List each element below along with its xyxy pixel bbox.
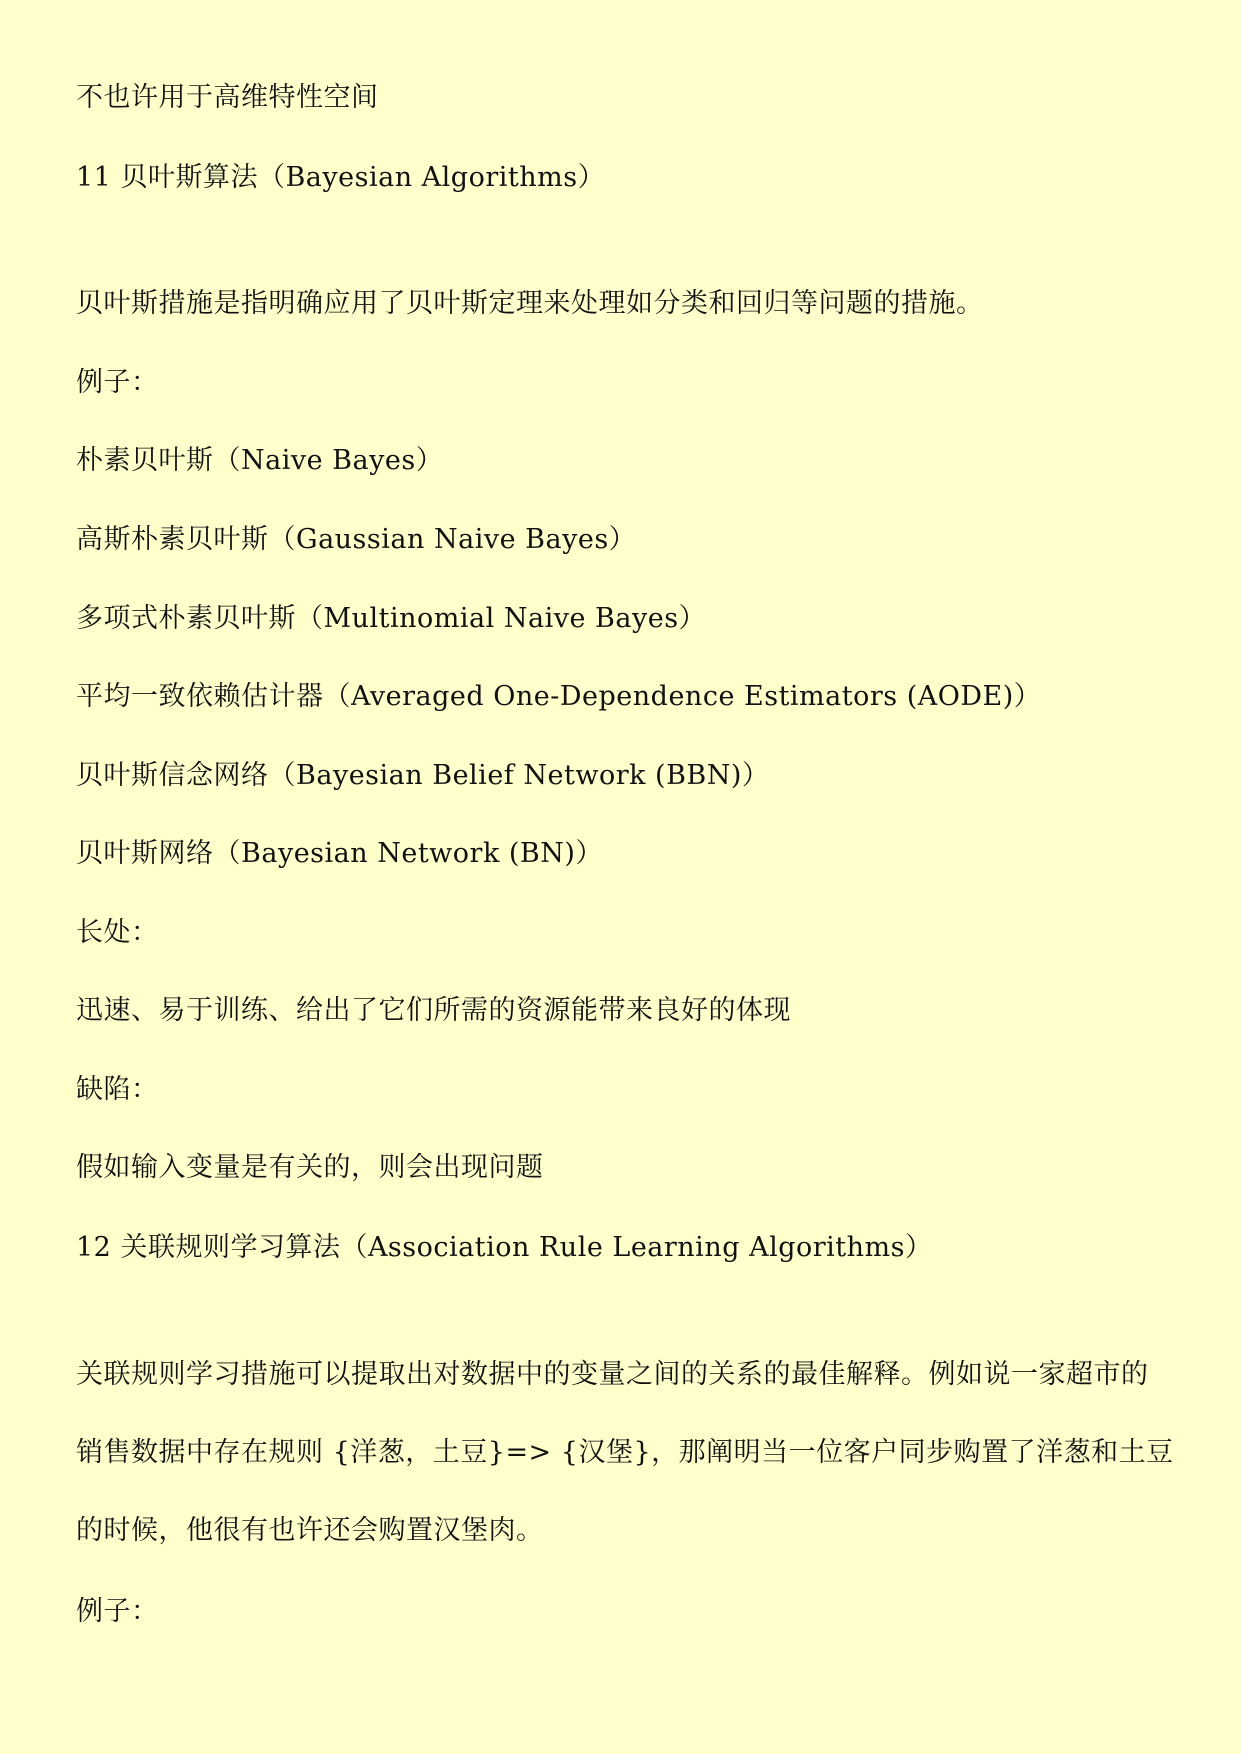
paragraph-line: 的时候，他很有也许还会购置汉堡肉。 <box>76 1515 544 1546</box>
text-line: 不也许用于高维特性空间 <box>76 82 379 113</box>
text-line: 缺陷： <box>76 1074 159 1105</box>
section-heading: 11 贝叶斯算法（Bayesian Algorithms） <box>76 162 606 193</box>
paragraph-line: 销售数据中存在规则 {洋葱，土豆}=> {汉堡}，那阐明当一位客户同步购置了洋葱和土豆 <box>76 1437 1174 1468</box>
text-line: 长处： <box>76 917 159 948</box>
text-line: 例子： <box>76 367 159 398</box>
list-item: 平均一致依赖估计器（Averaged One-Dependence Estimators (AODE)） <box>76 681 1042 712</box>
text-line: 贝叶斯措施是指明确应用了贝叶斯定理来处理如分类和回归等问题的措施。 <box>76 288 984 319</box>
list-item: 高斯朴素贝叶斯（Gaussian Naive Bayes） <box>76 524 637 555</box>
list-item: 贝叶斯网络（Bayesian Network (BN)） <box>76 838 603 869</box>
list-item: 贝叶斯信念网络（Bayesian Belief Network (BBN)） <box>76 760 770 791</box>
section-heading: 12 关联规则学习算法（Association Rule Learning Algorithms） <box>76 1232 933 1263</box>
list-item: 朴素贝叶斯（Naive Bayes） <box>76 445 444 476</box>
text-line: 例子： <box>76 1596 159 1627</box>
text-line: 迅速、易于训练、给出了它们所需的资源能带来良好的体现 <box>76 995 791 1026</box>
text-line: 假如输入变量是有关的，则会出现问题 <box>76 1152 544 1183</box>
list-item: 多项式朴素贝叶斯（Multinomial Naive Bayes） <box>76 603 707 634</box>
paragraph-line: 关联规则学习措施可以提取出对数据中的变量之间的关系的最佳解释。例如说一家超市的 <box>76 1359 1149 1390</box>
paragraph <box>76 1336 1186 1570</box>
